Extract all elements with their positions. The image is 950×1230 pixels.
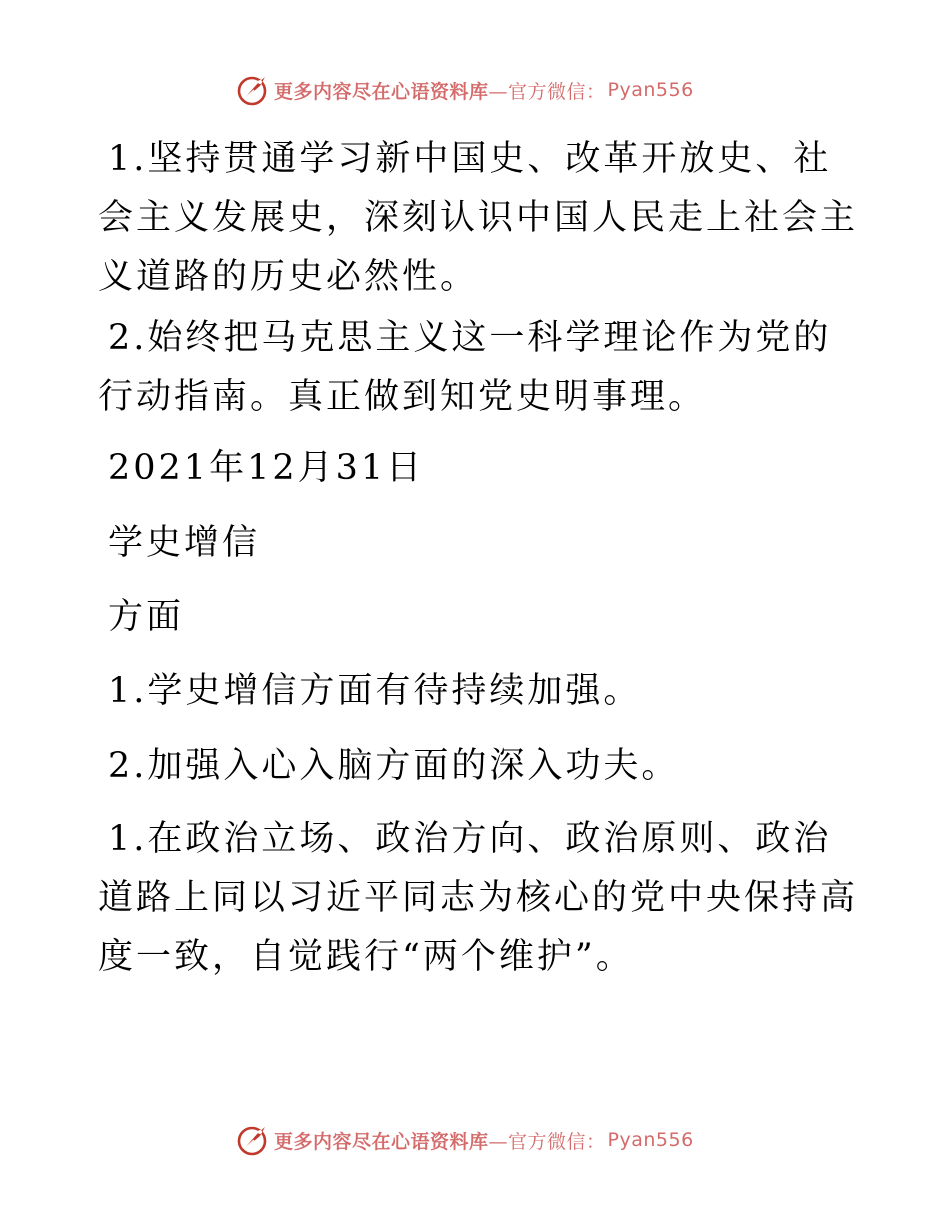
paragraph-section-heading: 学史增信 xyxy=(108,523,261,563)
watermark-text: 更多内容尽在心语资料库 xyxy=(274,80,489,103)
watermark-separator: —官方微信： xyxy=(488,80,606,103)
footer-watermark xyxy=(236,1122,694,1158)
header-watermark xyxy=(236,72,694,108)
paragraph-marxism-guide: 2.始终把马克思主义这一科学理论作为党的行动指南。真正做到知党史明事理。 xyxy=(98,318,832,417)
watermark-text: 更多内容尽在心语资料库 xyxy=(274,1130,489,1153)
paragraph-issue-1: 1.学史增信方面有待持续加强。 xyxy=(108,671,642,711)
paragraph-study-history: 1.坚持贯通学习新中国史、改革开放史、社会主义发展史，深刻认识中国人民走上社会主义道路的历史必然性。 xyxy=(98,139,859,297)
watermark-wechat-id: Pyan556 xyxy=(607,1129,694,1151)
watermark-wechat-id: Pyan556 xyxy=(607,79,694,101)
paragraph-issue-2: 2.加强入心入脑方面的深入功夫。 xyxy=(108,746,680,786)
watermark-separator: —官方微信： xyxy=(488,1130,606,1153)
quill-logo-icon xyxy=(236,73,270,107)
quill-logo-icon xyxy=(236,1123,270,1157)
paragraph-date: 2021年12月31日 xyxy=(108,448,425,488)
paragraph-political-alignment: 1.在政治立场、政治方向、政治原则、政治道路上同以习近平同志为核心的党中央保持高度一致，自觉践行“两个维护”。 xyxy=(98,819,859,977)
paragraph-aspect-label: 方面 xyxy=(108,597,185,637)
